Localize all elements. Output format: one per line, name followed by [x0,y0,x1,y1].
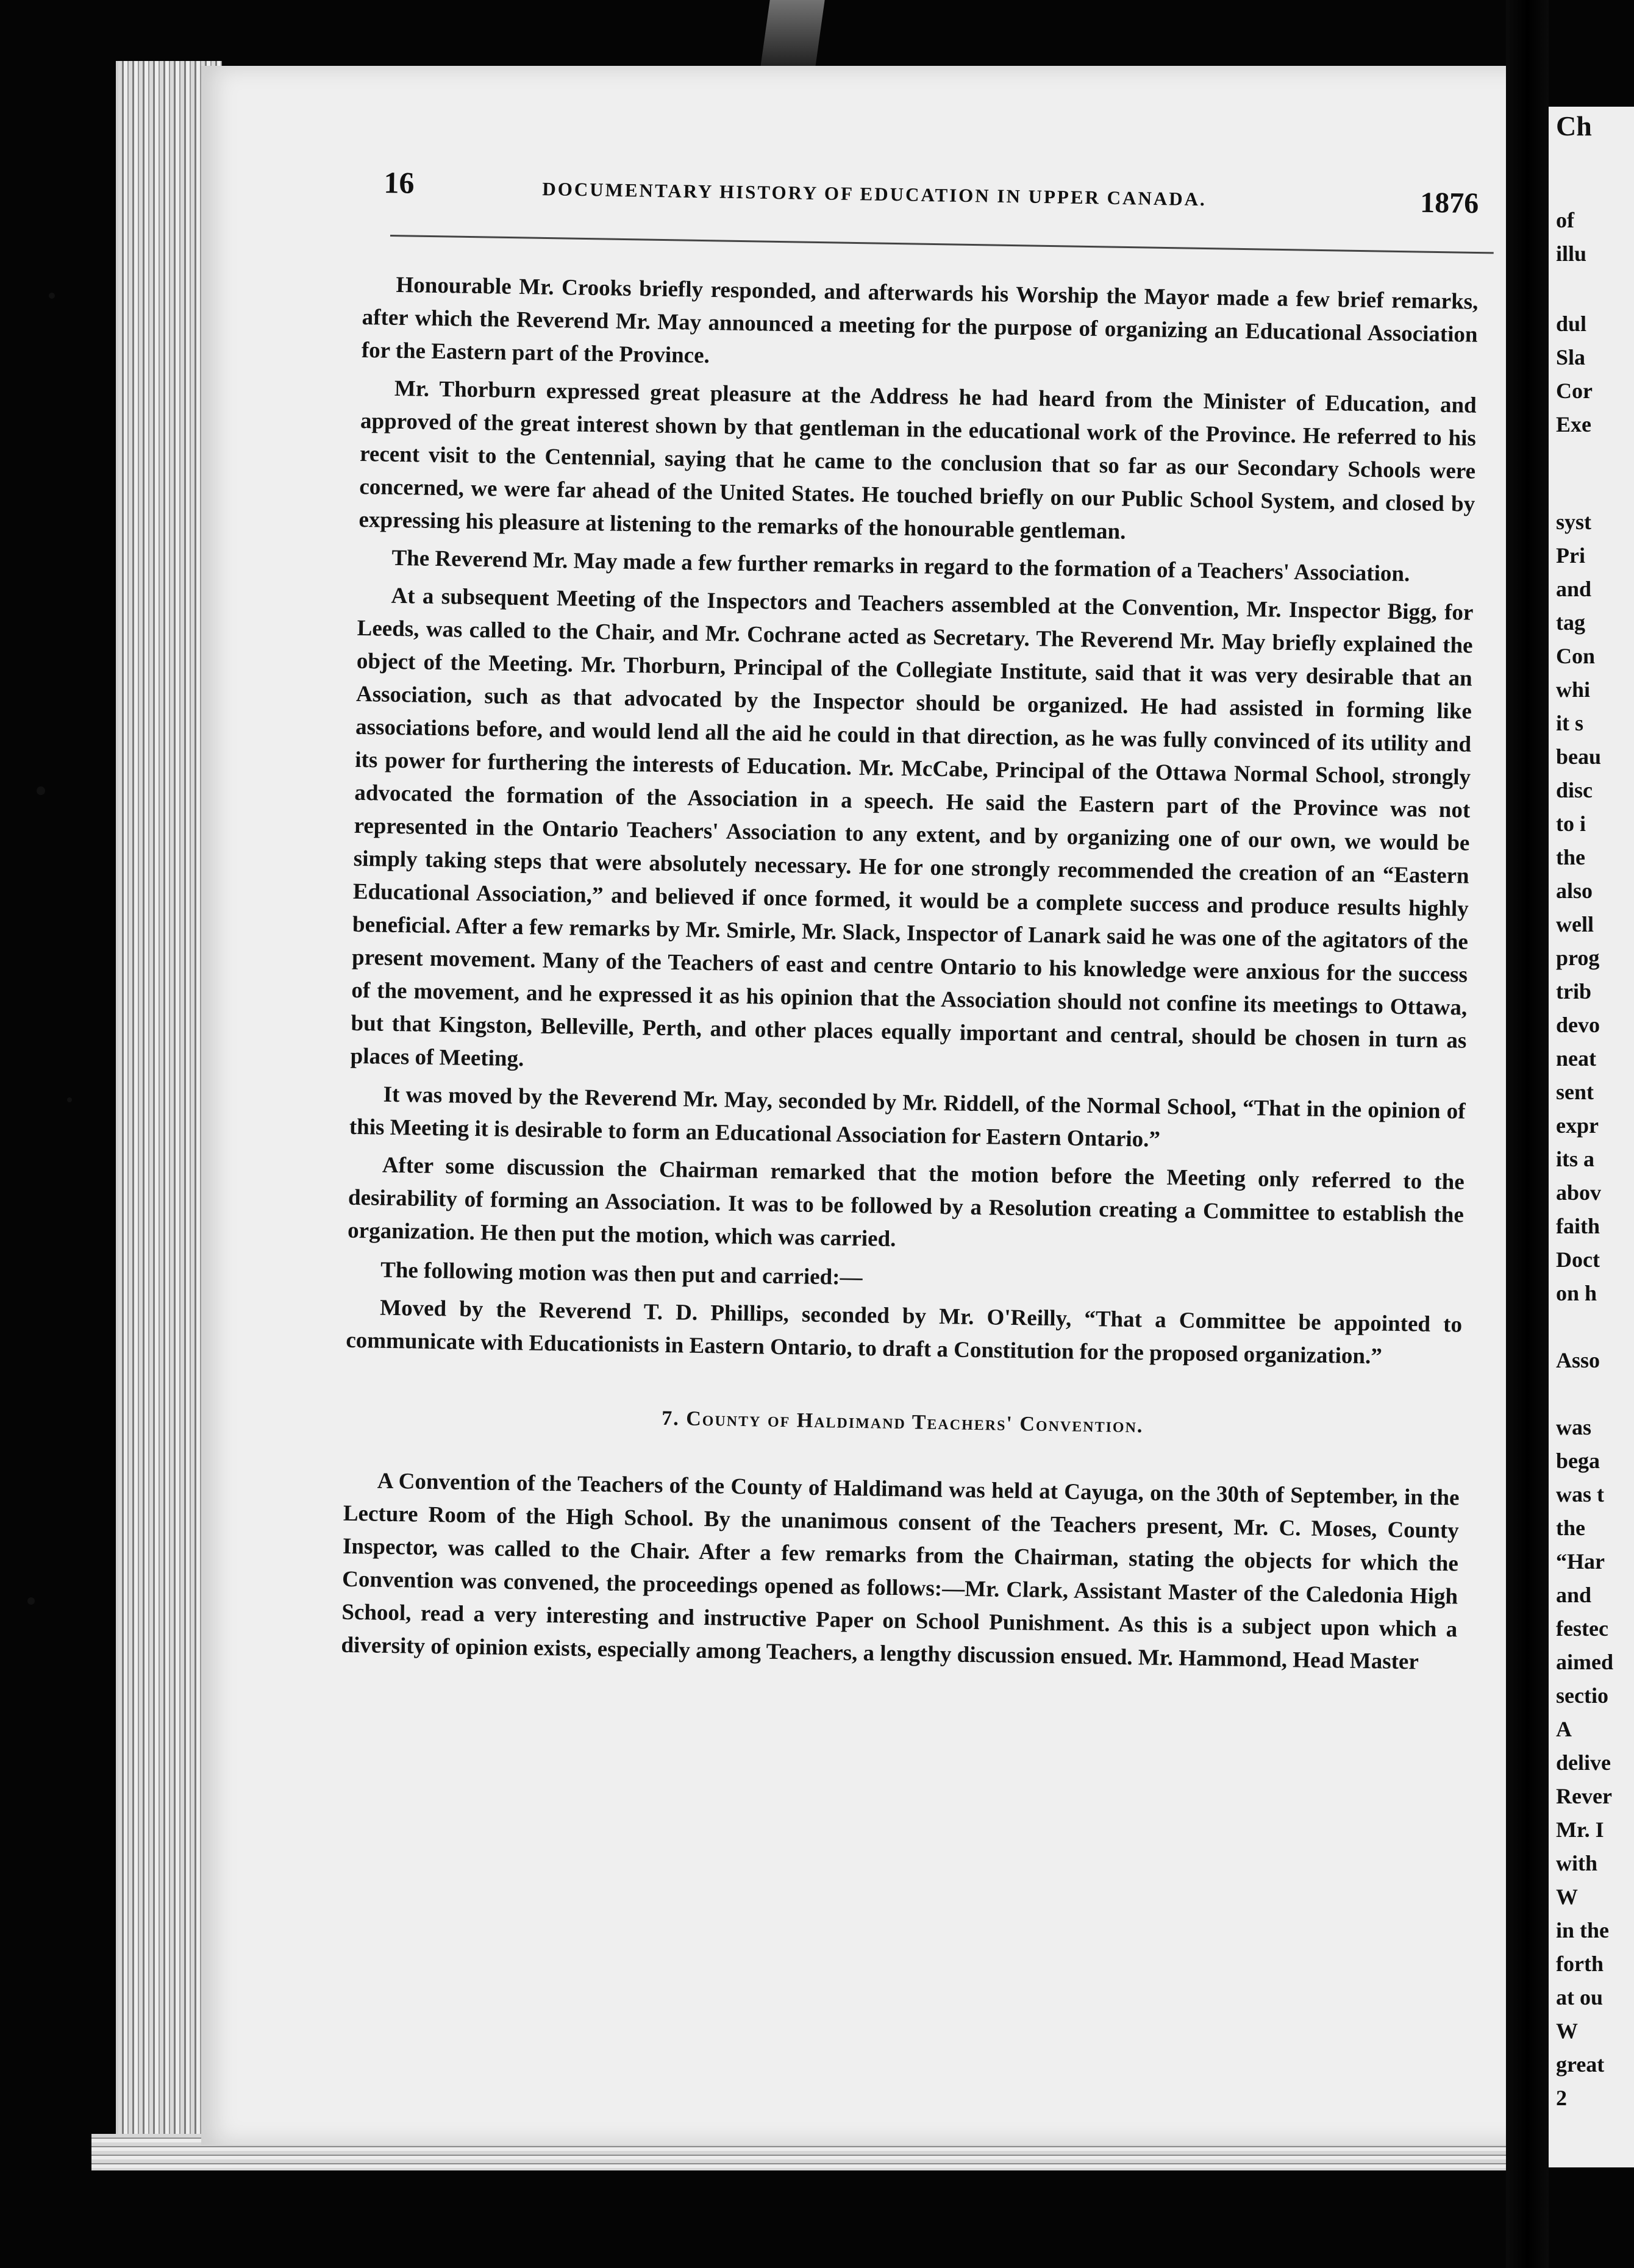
facing-page-fragment: whi [1556,677,1591,702]
scan-speck [27,1597,35,1605]
facing-page-edge [1549,107,1634,2167]
facing-page-fragment: trib [1556,979,1591,1004]
paragraph: Mr. Thorburn expressed great pleasure at the Address he had heard from the Minister of Education, and approved of the great interest shown by that gentleman in the educational work of the Province. He referred to his recent visit to the Centennial, saying that he came to the conclusion that so far as our Secondary Schools were concerned, we were far ahead of the United States. He touched briefly on our Public School System, and closed by expressing his pleasure at listening to the remarks of the honourable gentleman. [359,376,1477,544]
facing-page-fragment: of [1556,208,1574,232]
facing-page-fragment: Asso [1556,1348,1600,1372]
paragraph: The Reverend Mr. May made a few further remarks in regard to the formation of a Teachers' Association. [391,545,1410,587]
scan-streak [760,0,824,67]
page-number: 16 [384,165,415,200]
facing-page-fragment: bega [1556,1449,1600,1473]
running-title: DOCUMENTARY HISTORY OF EDUCATION IN UPPER CANADA. [542,178,1207,210]
facing-page-fragment: prog [1556,946,1600,970]
facing-page-fragment: sent [1556,1080,1594,1104]
facing-page-fragment: delive [1556,1750,1611,1775]
book-gutter [1506,0,1549,2268]
scan-speck [49,293,55,299]
facing-page-fragment: devo [1556,1013,1600,1037]
facing-page-fragment: Exe [1556,412,1591,437]
facing-page-fragment: in the [1556,1918,1610,1942]
facing-page-fragment: abov [1556,1180,1602,1205]
facing-page-fragment: was [1556,1415,1592,1439]
facing-page-fragment: dul [1556,312,1587,336]
facing-page-fragment: Rever [1556,1784,1612,1808]
facing-page-fragment: and [1556,577,1592,601]
facing-page-fragment: Sla [1556,345,1586,369]
facing-page-fragment: it s [1556,711,1583,735]
facing-page-fragment: syst [1556,510,1592,534]
section-heading: 7. County of Haldimand Teachers' Convention. [661,1407,1144,1438]
facing-page-fragment: illu [1556,241,1587,266]
facing-page-fragment: at ou [1556,1985,1604,2009]
facing-page-fragment: sectio [1556,1683,1608,1708]
facing-page-fragment: festec [1556,1616,1608,1641]
facing-page-fragment: also [1556,879,1593,903]
facing-page-fragment: W [1556,1885,1578,1909]
scan-speck [37,786,45,795]
facing-page-fragment: Mr. I [1556,1817,1604,1842]
facing-page-fragment: beau [1556,744,1602,769]
facing-page-fragment: forth [1556,1952,1604,1976]
facing-page-fragment: 2 [1556,2086,1567,2110]
facing-page-fragment: faith [1556,1214,1600,1238]
facing-page-fragment: Ch [1556,110,1592,141]
facing-page-fragment: with [1556,1851,1598,1875]
facing-page-fragment: the [1556,845,1585,869]
facing-page-fragment: on h [1556,1281,1597,1305]
facing-page-fragment: was t [1556,1482,1604,1507]
facing-page-fragment: Doct [1556,1247,1600,1272]
facing-page-fragment: well [1556,912,1594,936]
facing-page-fragment: and [1556,1583,1592,1607]
facing-page-fragment: tag [1556,610,1585,635]
paragraph: At a subsequent Meeting of the Inspectors and Teachers assembled at the Convention, Mr. Inspector Bigg, for Leeds, was called to the Chair, and Mr. Cochrane acted as Secretary. The Reverend Mr. May briefly explained the object of the Meeting. Mr. Thorburn, Principal of the Collegiate Institute, said that it was very desirable that an Association, such as that advocated by the Inspector should be organized. He had assisted in forming like associations before, and would lend all the aid he could in that direction, as he was fully convinced of its utility and its power for furthering the interests of Education. Mr. McCabe, Principal of the Ottawa Normal School, strongly advocated the formation of the Association in a speech. He said the Eastern part of the Province was not represented in the Ontario Teachers' Association to any extent, and by organizing one of our own, we would be simply taking steps that were absolutely necessary. He for one strongly recommended the creation of an “Eastern Educational Association,” and believed if once formed, it would be a complete success and produce results highly beneficial. After a few remarks by Mr. Smirle, Mr. Slack, Inspector of Lanark said he was one of the agitators of the present movement. Many of the Teachers of east and centre Ontario to his knowledge were anxious for the success of the movement, and he expressed it as his opinion that the Association should not confine its meetings to Ottawa, but that Kingston, Belleville, Perth, and other places equally important and central, should be chosen in turn as places of Meeting. [350,583,1474,1072]
facing-page-fragment: W [1556,2019,1578,2043]
facing-page-fragment: its a [1556,1147,1594,1171]
paragraph: After some discussion the Chairman remarked that the motion before the Meeting only referred to the desirability of forming an Association. It was to be followed by a Resolution creating a Committee to establish the organization. He then put the motion, which was carried. [347,1152,1465,1252]
paragraph: A Convention of the Teachers of the County of Haldimand was held at Cayuga, on the 30th of September, in the Lecture Room of the High School. By the unanimous consent of the Teachers present, Mr. C. Moses, County Inspector, was called to the Chair. After a few remarks from the Chairman, stating the objects for which the Convention was convened, the proceedings opened as follows:—Mr. Clark, Assistant Master of the Caledonia High School, read a very interesting and instructive Paper on School Punishment. As this is a subject upon which a diversity of opinion exists, especially among Teachers, a lengthy discussion ensued. Mr. Hammond, Head Master [341,1468,1460,1675]
facing-page-fragment: A [1556,1717,1572,1741]
paragraph: Honourable Mr. Crooks briefly responded, and afterwards his Worship the Mayor made a few brief remarks, after which the Reverend Mr. May announced a meeting for the purpose of organizing an Educational Association for the Eastern part of the Province. [361,272,1479,368]
facing-page-fragment: to i [1556,811,1586,836]
paragraph: Moved by the Reverend T. D. Phillips, seconded by Mr. O'Reilly, “That a Committee be appointed to communicate with Educationists in Eastern Ontario, to draft a Constitution for the proposed organization.” [346,1295,1463,1369]
paragraph: It was moved by the Reverend Mr. May, seconded by Mr. Riddell, of the Normal School, “That in the opinion of this Meeting it is desirable to form an Educational Association for Eastern Ontario.” [349,1082,1466,1152]
paragraph: The following motion was then put and carried:— [380,1257,863,1291]
facing-page-fragment: Cor [1556,379,1593,403]
facing-page-fragment: “Har [1556,1549,1605,1574]
facing-page-fragment: the [1556,1516,1585,1540]
scan-speck [67,1097,72,1102]
facing-page-fragment: Con [1556,644,1596,668]
facing-page-fragment: neat [1556,1046,1596,1071]
facing-page-fragment: aimed [1556,1650,1613,1674]
facing-page-fragment: expr [1556,1113,1599,1138]
facing-page-fragment: Pri [1556,543,1585,568]
facing-page-fragment: great [1556,2052,1605,2077]
facing-page-fragment: disc [1556,778,1593,802]
page-body [341,268,1479,1684]
header-year: 1876 [1419,186,1479,220]
